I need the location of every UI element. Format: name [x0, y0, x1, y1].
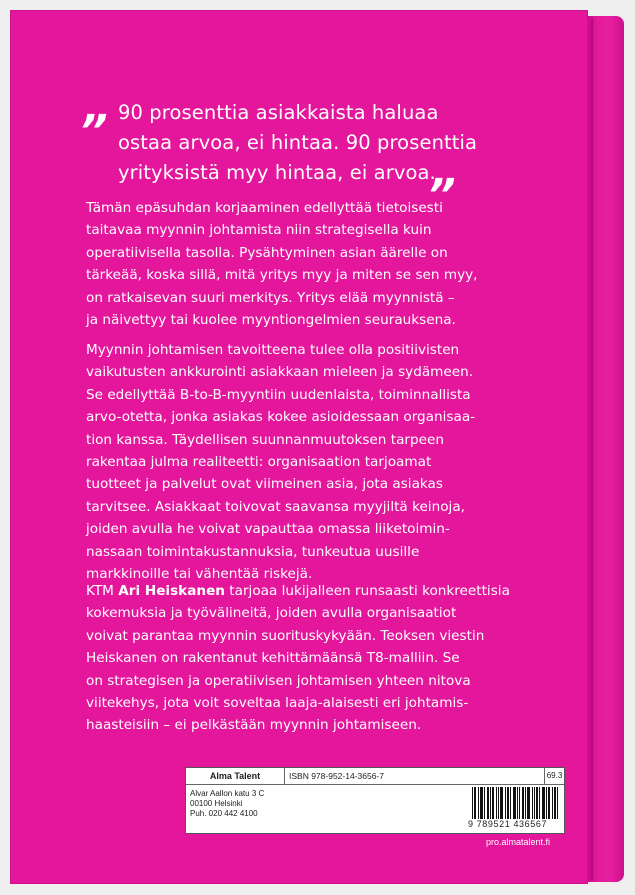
text-line: arvo-otetta, jonka asiakas kokee asioidessaan organisaa-: [86, 409, 476, 426]
text-line: haasteisiin – ei pelkästään myynnin johtamiseen.: [86, 717, 422, 734]
author-name: Ari Heiskanen: [118, 583, 225, 599]
address-line: Puh. 020 442 4100: [190, 809, 258, 818]
text-line: ja näivettyy tai kuolee myyntiongelmien seurauksena.: [86, 312, 456, 329]
text-line: Myynnin johtamisen tavoitteena tulee olla positiivisten: [86, 342, 460, 358]
text-line: rakentaa julma realiteetti: organisaation tarjoamat: [86, 454, 432, 471]
barcode-header-row: [186, 768, 564, 785]
text-line: vaikutusten ankkurointi asiakkaan mieleen ja sydämeen.: [86, 364, 474, 381]
text-line: tuotteet ja palvelut ovat viimeinen asia, jota asiakas: [86, 476, 443, 493]
opening-quote-mark: „: [84, 82, 113, 133]
barcode-label: [185, 767, 565, 834]
address-line: 00100 Helsinki: [190, 799, 243, 808]
barcode-digits: 9 789521 436567: [468, 819, 548, 829]
text-line: viitekehys, jota voit soveltaa laaja-alaisesti eri johtamis-: [86, 695, 469, 712]
barcode-icon: [472, 787, 558, 819]
text-line: Tämän epäsuhdan korjaaminen edellyttää tietoisesti: [86, 200, 443, 216]
text-line: on strategisen ja operatiivisen johtamisen yhteen nitova: [86, 672, 471, 689]
text-prefix: KTM: [86, 583, 119, 599]
publisher-address: [190, 789, 264, 819]
pull-quote: [118, 98, 538, 188]
text-line: tärkeää, koska sillä, mitä yritys myy ja miten se sen myy,: [86, 267, 478, 284]
text-line: tarvitsee. Asiakkaat toivovat saavansa myyjiltä keinoja,: [86, 498, 465, 515]
book-spine: [588, 16, 624, 882]
publisher-website: pro.almatalent.fi: [486, 837, 551, 847]
text-line: nassaan toimintakustannuksia, tunkeutua uusille: [86, 543, 420, 560]
text-line: taitavaa myynnin johtamista niin strategisella kuin: [86, 222, 432, 239]
quote-line: ostaa arvoa, ei hintaa. 90 prosenttia: [118, 131, 478, 154]
text-line: voivat parantaa myynnin suorituskykyään. Teoksen viestin: [86, 627, 485, 644]
text-line: kokemuksia ja työvälineitä, joiden avulla organisaatiot: [86, 605, 457, 622]
text-line: [86, 580, 556, 602]
paragraph-3: [86, 580, 556, 737]
text-line: operatiivisella tasolla. Pysähtyminen asian äärelle on: [86, 244, 448, 261]
text-line: on ratkaisevan suuri merkitys. Yritys elää myynnistä –: [86, 289, 455, 306]
quote-line: 90 prosenttia asiakkaista haluaa: [118, 101, 439, 124]
library-class: 69.3: [546, 771, 563, 780]
text-suffix: tarjoaa lukijalleen runsaasti konkreettisia: [224, 583, 510, 599]
closing-quote-mark: „: [432, 146, 461, 197]
isbn-number: ISBN 978-952-14-3656-7: [285, 768, 545, 784]
paragraph-2: [86, 339, 556, 585]
spine-hinge: [591, 18, 593, 880]
text-line: tion kanssa. Täydellisen suunnanmuutoksen tarpeen: [86, 431, 444, 448]
address-line: Alvar Aallon katu 3 C: [190, 789, 265, 798]
quote-line: yrityksistä myy hintaa, ei arvoa.: [118, 161, 436, 184]
text-line: Heiskanen on rakentanut kehittämäänsä T8-malliin. Se: [86, 650, 460, 667]
text-line: joiden avulla he voivat vapauttaa omassa liiketoimin-: [86, 521, 450, 538]
paragraph-1: [86, 197, 556, 331]
text-line: Se edellyttää B-to-B-myyntiin uudenlaista, toiminnallista: [86, 386, 471, 403]
publisher-name: Alma Talent: [186, 768, 285, 784]
text-line: markkinoille tai vähentää riskejä.: [86, 566, 313, 583]
